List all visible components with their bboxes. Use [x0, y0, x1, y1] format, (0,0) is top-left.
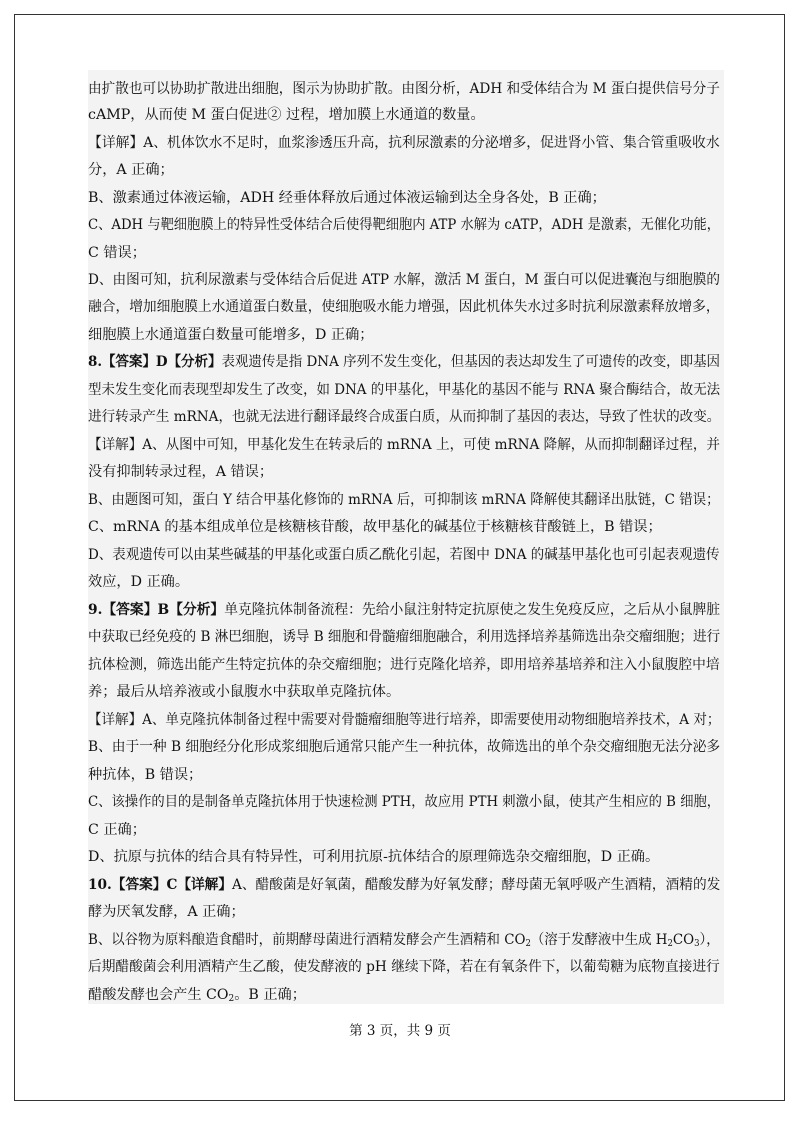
text-segment: B、以谷物为原料酿造食醋时，前期酵母菌进行酒精发酵会产生酒精和 CO	[88, 932, 526, 948]
text-segment: 醋酸发酵也会产生 CO	[88, 987, 229, 1003]
question-10-line	[88, 876, 720, 894]
text-line: 酵为厌氧发酵，A 正确；	[88, 904, 245, 920]
question-9-label: 9.【答案】B【分析】	[88, 602, 225, 618]
last-formula-line	[88, 986, 306, 1008]
subscript: 2	[228, 994, 235, 1004]
text-segment: （溶于发酵液中生成 H	[530, 932, 668, 948]
text-line: B、由题图可知，蛋白 Y 结合甲基化修饰的 mRNA 后，可抑制该 mRNA 降解使其翻译出肽链，C 错误；	[88, 492, 720, 508]
text-line: 融合，增加细胞膜上水通道蛋白数量，使细胞吸水能力增强，因此机体失水过多时抗利尿激素释放增多，	[88, 299, 720, 315]
text-line: 由扩散也可以协助扩散进出细胞，图示为协助扩散。由图分析，ADH 和受体结合为 M 蛋白提供信号分子	[88, 81, 720, 97]
text-line: D、抗原与抗体的结合具有特异性，可利用抗原-抗体结合的原理筛选杂交瘤细胞，D 正确。	[88, 849, 660, 865]
text-segment: 。B 正确；	[234, 987, 306, 1003]
page-number-footer: 第 3 页，共 9 页	[349, 1023, 451, 1039]
text-line: 效应，D 正确。	[88, 574, 190, 590]
text-line: 抗体检测，筛选出能产生特定抗体的杂交瘤细胞；进行克隆化培养，即用培养基培养和注入小鼠腹腔中培	[88, 657, 720, 673]
question-8-label: 8.【答案】D【分析】	[88, 354, 222, 370]
text-line: 【详解】A、从图中可知，甲基化发生在转录后的 mRNA 上，可使 mRNA 降解，从而抑制翻译过程，并	[88, 437, 720, 453]
answer-text-block	[88, 70, 724, 1004]
text-line: 【详解】A、单克隆抗体制备过程中需要对骨髓瘤细胞等进行培养，即需要使用动物细胞培养技术，A 对；	[88, 712, 721, 728]
text-segment: A、醋酸菌是好氧菌，醋酸发酵为好氧发酵；酵母菌无氧呼吸产生酒精，酒精的发	[232, 877, 721, 893]
text-line: 【详解】A、机体饮水不足时，血浆渗透压升高，抗利尿激素的分泌增多，促进肾小管、集合管重吸收水	[88, 135, 720, 151]
text-segment: ），	[699, 932, 720, 948]
text-line: 分，A 正确；	[88, 162, 174, 178]
subscript: 3	[694, 939, 700, 949]
question-8-line	[88, 353, 720, 371]
text-line: 后期醋酸菌会利用酒精产生乙酸，使发酵液的 pH 继续下降，若在有氧条件下，以葡萄糖为底物直接进行	[88, 959, 720, 975]
text-line: C、该操作的目的是制备单克隆抗体用于快速检测 PTH，故应用 PTH 刺激小鼠，使其产生相应的 B 细胞，	[88, 794, 721, 810]
text-segment: 表观遗传是指 DNA 序列不发生变化，但基因的表达却发生了可遗传的改变，即基因	[221, 354, 721, 370]
text-line: C 正确；	[88, 822, 146, 838]
subscript: 2	[525, 939, 531, 949]
text-line: 进行转录产生 mRNA，也就无法进行翻译最终合成蛋白质，从而抑制了基因的表达，导致了性状的改变。	[88, 409, 721, 425]
text-line: 中获取已经免疫的 B 淋巴细胞，诱导 B 细胞和骨髓瘤细胞融合，利用选择培养基筛选出杂交瘤细胞；进行	[88, 629, 721, 645]
text-line: cAMP，从而使 M 蛋白促进② 过程，增加膜上水通道的数量。	[88, 107, 485, 123]
question-10-label: 10.【答案】C【详解】	[88, 877, 233, 893]
subscript: 2	[667, 939, 673, 949]
text-line: C 错误；	[88, 245, 146, 261]
text-line: D、表观遗传可以由某些碱基的甲基化或蛋白质乙酰化引起，若图中 DNA 的碱基甲基化也可引起表观遗传	[88, 547, 720, 563]
text-line: C、mRNA 的基本组成单位是核糖核苷酸，故甲基化的碱基位于核糖核苷酸链上，B 错误；	[88, 519, 662, 535]
text-line: C、ADH 与靶细胞膜上的特异性受体结合后使得靶细胞内 ATP 水解为 cATP，ADH 是激素，无催化功能，	[88, 217, 721, 233]
text-line: B、激素通过体液运输，ADH 经垂体释放后通过体液运输到达全身各处，B 正确；	[88, 190, 606, 206]
text-segment: CO	[672, 932, 695, 948]
text-line: 养；最后从培养液或小鼠腹水中获取单克隆抗体。	[88, 684, 401, 700]
text-line: B、由于一种 B 细胞经分化形成浆细胞后通常只能产生一种抗体，故筛选出的单个杂交瘤细胞无法分泌多	[88, 739, 721, 755]
question-9-line	[88, 601, 720, 619]
text-line: 型未发生变化而表现型却发生了改变，如 DNA 的甲基化，甲基化的基因不能与 RNA 聚合酶结合，故无法	[88, 382, 721, 398]
text-line: 没有抑制转录过程，A 错误；	[88, 464, 274, 480]
text-segment: 单克隆抗体制备流程：先给小鼠注射特定抗原使之发生免疫反应，之后从小鼠脾脏	[224, 602, 721, 618]
text-line: 细胞膜上水通道蛋白数量可能增多，D 正确；	[88, 327, 374, 343]
text-line: 种抗体，B 错误；	[88, 767, 203, 783]
text-line: D、由图可知，抗利尿激素与受体结合后促进 ATP 水解，激活 M 蛋白，M 蛋白可以促进囊泡与细胞膜的	[88, 272, 720, 288]
co2-formula-line	[88, 931, 720, 953]
